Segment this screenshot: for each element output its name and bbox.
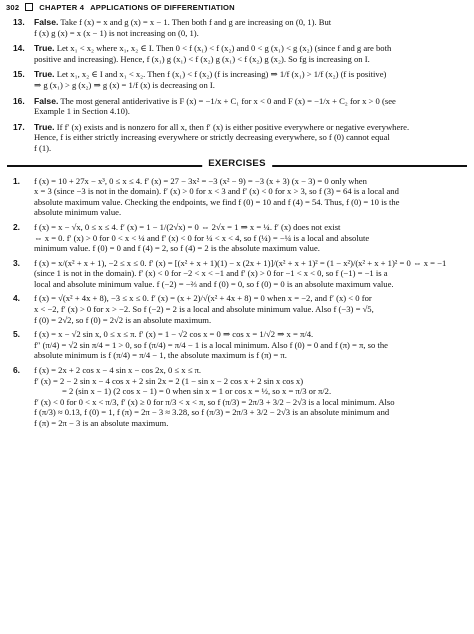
verdict: True. xyxy=(34,43,55,54)
item-line: Let x₁ < x₂ where x₁, x₂ ∈ I. Then 0 < f (x₁) < f (x₂) and 0 < g (x₁) < g (x₂) (since f and g are both xyxy=(56,43,392,54)
chapter-label: CHAPTER 4 xyxy=(39,3,85,12)
item-line: f (1). xyxy=(34,142,52,153)
item-line: (since 1 is not in the domain). f′ (x) < 0 for −2 < x < −1 and f′ (x) > 0 for −1 < x < 0, so f (−1) = −1 is a xyxy=(34,268,388,279)
exercise-4 xyxy=(7,293,467,325)
item-line: f (x) = √(x² + 4x + 8), −3 ≤ x ≤ 0. f′ (x) = (x + 2)/√(x² + 4x + 8) = 0 when x = −2, and f′ (x) < 0 for xyxy=(34,293,372,304)
item-line: If f′ (x) exists and is nonzero for all x, then f′ (x) is either positive everywhere or negative everywhere. xyxy=(56,121,410,132)
item-line: f′ (x) = 2 − 2 sin x − 4 cos x + 2 sin 2x = 2 (1 − sin x − 2 cos x + 2 sin x cos x) xyxy=(34,375,304,386)
item-line: Let x₁, x₂ ∈ I and x₁ < x₂. Then f (x₁) < f (x₂) (f is increasing) ⇒ 1/f (x₁) > 1/f (x₂) (f is positive) xyxy=(56,69,387,80)
item-line: = 2 (sin x − 1) (2 cos x − 1) = 0 when sin x = 1 or cos x = ½, so x = π/3 or π/2. xyxy=(62,386,332,397)
item-number: 13. xyxy=(13,17,25,27)
item-number: 3. xyxy=(13,257,20,268)
exercises-heading: EXERCISES xyxy=(202,159,272,170)
exercise-1 xyxy=(7,176,467,218)
exercise-2 xyxy=(7,222,467,254)
item-line: f (π) = 2π − 3 is an absolute maximum. xyxy=(34,418,169,428)
square-icon xyxy=(25,3,33,11)
item-line: f′ (x) < 0 for 0 < x < π/3, f′ (x) ≥ 0 for π/3 < x < π, so f (π/3) = 2π/3 + 3/2 − 2√3 is a local minimum. Also xyxy=(34,396,395,407)
chapter-title: APPLICATIONS OF DIFFERENTIATION xyxy=(90,3,235,12)
item-line: f (x) g (x) = x (x − 1) is not increasing on (0, 1). xyxy=(34,27,199,38)
exercise-5 xyxy=(7,329,467,361)
item-line: ⇔ x = 0. f′ (x) > 0 for 0 < x < ¼ and f′ (x) < 0 for ¼ < x < 4, so f (¼) = −¼ is a local and absolute xyxy=(34,232,370,243)
item-number: 4. xyxy=(13,293,20,304)
item-line: absolute maximum value. Checking the endpoints, we find f (0) = 10 and f (4) = 54. Thus, f (0) = 10 is the xyxy=(34,196,400,207)
verdict: False. xyxy=(34,17,59,27)
tf-item-17 xyxy=(7,122,467,154)
item-line: x < −2, f′ (x) > 0 for x > −2. So f (−2) = 2 is a local and absolute minimum value. Also f (−3) = √5, xyxy=(34,304,374,315)
item-line: f (x) = x/(x² + x + 1), −2 ≤ x ≤ 0. f′ (x) = [(x² + x + 1)(1) − x (2x + 1)]/(x² + x + 1)² = (1 − x²)/(x² + x + 1)² = 0 ⇔ x = −1 xyxy=(34,257,447,268)
item-line: Example 1 in Section 4.10). xyxy=(34,106,130,117)
item-number: 15. xyxy=(13,69,25,80)
item-line: absolute minimum is f (π/4) = π/4 − 1, the absolute maximum is f (π) = π. xyxy=(34,350,287,361)
exercise-3 xyxy=(7,258,467,290)
verdict: True. xyxy=(34,121,55,132)
item-line: ⇒ g (x₁) > g (x₂) ⇒ g (x) = 1/f (x) is decreasing on I. xyxy=(34,79,215,90)
page-number: 302 xyxy=(6,3,20,12)
tf-item-13 xyxy=(7,17,467,38)
item-number: 6. xyxy=(13,365,20,376)
verdict: False. xyxy=(34,95,59,106)
item-line: local and absolute minimum value. f (−2) = −⅔ and f (0) = 0, so f (0) = 0 is an absolute maximum value. xyxy=(34,278,394,289)
item-line: The most general antiderivative is F (x) = −1/x + C₁ for x < 0 and F (x) = −1/x + C₂ for x > 0 (see xyxy=(60,95,396,106)
item-line: f (x) = 10 + 27x − x³, 0 ≤ x ≤ 4. f′ (x) = 27 − 3x² = −3 (x² − 9) = −3 (x + 3) (x − 3) = 0 only when xyxy=(34,175,367,186)
item-line: x = 3 (since −3 is not in the domain). f′ (x) > 0 for x < 3 and f′ (x) < 0 for x > 3, so f (3) = 64 is a local and xyxy=(34,186,399,197)
verdict: True. xyxy=(34,69,55,80)
running-head xyxy=(6,3,468,15)
tf-item-15 xyxy=(7,69,467,90)
item-number: 1. xyxy=(13,175,20,186)
item-number: 17. xyxy=(13,121,25,132)
item-line: Take f (x) = x and g (x) = x − 1. Then both f and g are increasing on (0, 1). But xyxy=(60,17,332,27)
item-line: f (0) = 2√2, so f (0) = 2√2 is an absolute maximum. xyxy=(34,314,212,325)
item-line: f (x) = x − √2 sin x, 0 ≤ x ≤ π. f′ (x) = 1 − √2 cos x = 0 ⇒ cos x = 1/√2 ⇒ x = π/4. xyxy=(34,329,314,340)
item-line: positive and increasing). Hence, f (x₁) g (x₁) < f (x₂) g (x₁) < f (x₂) g (x₂). So fg is increasing on I. xyxy=(34,53,370,64)
item-line: minimum value. f (0) = 0 and f (4) = 2, so f (4) = 2 is the absolute maximum value. xyxy=(34,243,320,254)
item-line: Hence, f is either strictly increasing everywhere or strictly decreasing everywhere, so f (0) cannot equal xyxy=(34,132,390,143)
item-number: 2. xyxy=(13,221,20,232)
page-content xyxy=(7,17,467,433)
item-line: f″ (π/4) = √2 sin π/4 = 1 > 0, so f (π/4) = π/4 − 1 is a local minimum. Also f (0) = 0 and f (π) = π, so the xyxy=(34,339,388,350)
item-number: 5. xyxy=(13,329,20,340)
tf-item-14 xyxy=(7,43,467,64)
item-number: 14. xyxy=(13,43,25,54)
tf-item-16 xyxy=(7,96,467,117)
exercise-6 xyxy=(7,365,467,429)
item-line: f (x) = 2x + 2 cos x − 4 sin x − cos 2x, 0 ≤ x ≤ π. xyxy=(34,365,202,376)
item-number: 16. xyxy=(13,95,25,106)
item-line: f (x) = x − √x, 0 ≤ x ≤ 4. f′ (x) = 1 − 1/(2√x) = 0 ⇔ 2√x = 1 ⇒ x = ¼. f′ (x) does not exist xyxy=(34,221,341,232)
exercises-heading-bar xyxy=(7,157,467,172)
item-line: f (π/3) ≈ 0.13, f (0) = 1, f (π) = 2π − 3 ≈ 3.28, so f (π/3) = 2π/3 + 3/2 − 2√3 is an absolute minimum and xyxy=(34,407,390,418)
item-line: absolute minimum value. xyxy=(34,207,122,218)
